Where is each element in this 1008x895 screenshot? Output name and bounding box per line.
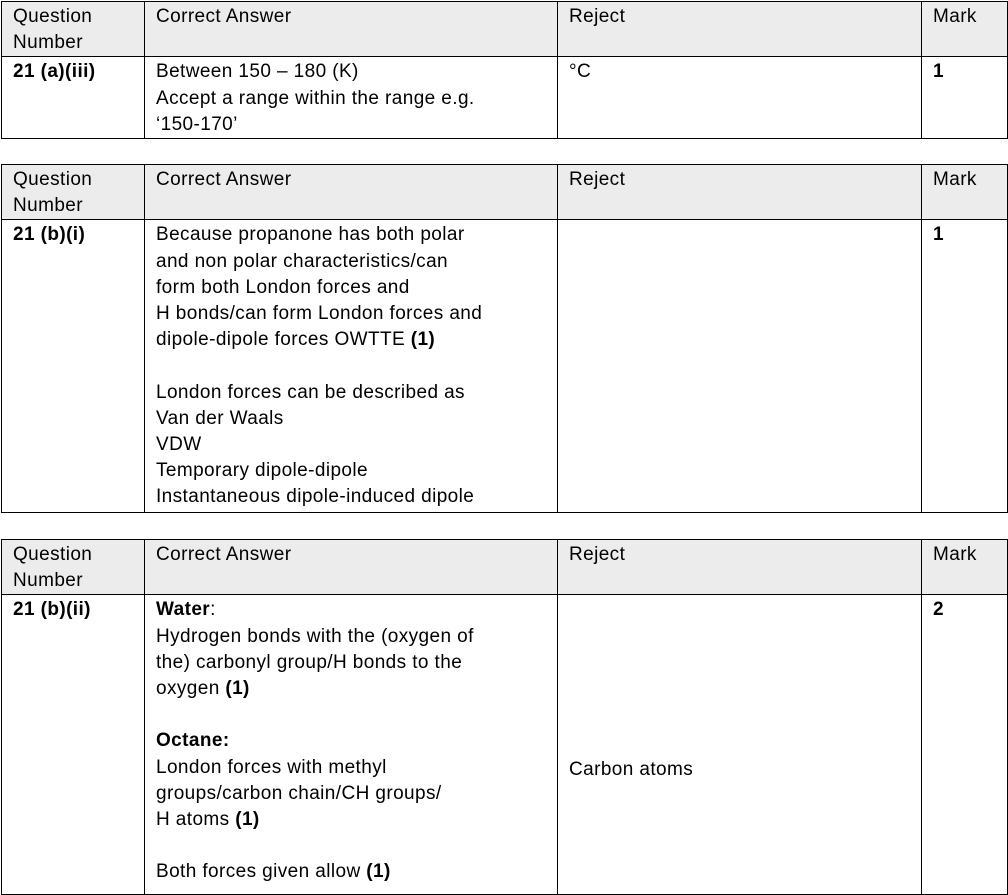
reject-text: Carbon atoms	[569, 759, 694, 781]
correct-answer: Between 150 – 180 (K) Accept a range within the range e.g. ‘150-170’	[145, 57, 558, 139]
header-mark: Mark	[922, 165, 1008, 220]
question-number: 21 (b)(ii)	[2, 595, 145, 895]
header-correct-answer: Correct Answer	[145, 165, 558, 220]
header-row	[2, 2, 1008, 57]
reject	[558, 595, 922, 895]
header-row	[2, 165, 1008, 220]
header-reject: Reject	[558, 165, 922, 220]
mark-scheme-table-21-a-iii	[1, 1, 1008, 139]
header-question-number: Question Number	[2, 165, 145, 220]
reject: °C	[558, 57, 922, 139]
table-row	[2, 595, 1008, 895]
header-correct-answer: Correct Answer	[145, 2, 558, 57]
table-row	[2, 220, 1008, 513]
table-row	[2, 57, 1008, 139]
correct-answer: Water: Hydrogen bonds with the (oxygen of the) carbonyl group/H bonds to the oxygen (1) Octane: London forces with methyl groups/carbon chain/CH groups/ H atoms (1) Both forces given allow (1)	[145, 595, 558, 895]
header-question-number: Question Number	[2, 540, 145, 595]
mark: 2	[922, 595, 1008, 895]
header-mark: Mark	[922, 540, 1008, 595]
question-number: 21 (a)(iii)	[2, 57, 145, 139]
header-question-number: Question Number	[2, 2, 145, 57]
header-mark: Mark	[922, 2, 1008, 57]
mark-scheme-table-21-b-ii	[1, 539, 1008, 895]
header-correct-answer: Correct Answer	[145, 540, 558, 595]
mark: 1	[922, 220, 1008, 513]
question-number: 21 (b)(i)	[2, 220, 145, 513]
mark: 1	[922, 57, 1008, 139]
header-reject: Reject	[558, 540, 922, 595]
mark-scheme-table-21-b-i	[1, 164, 1008, 513]
correct-answer: Because propanone has both polar and non polar characteristics/can form both London forces and H bonds/can form London forces and dipole-dipole forces OWTTE (1) London forces can be described as Van der Waals VDW Temporary dipole-dipole Instantaneous dipole-induced dipole	[145, 220, 558, 513]
reject	[558, 220, 922, 513]
header-reject: Reject	[558, 2, 922, 57]
header-row	[2, 540, 1008, 595]
